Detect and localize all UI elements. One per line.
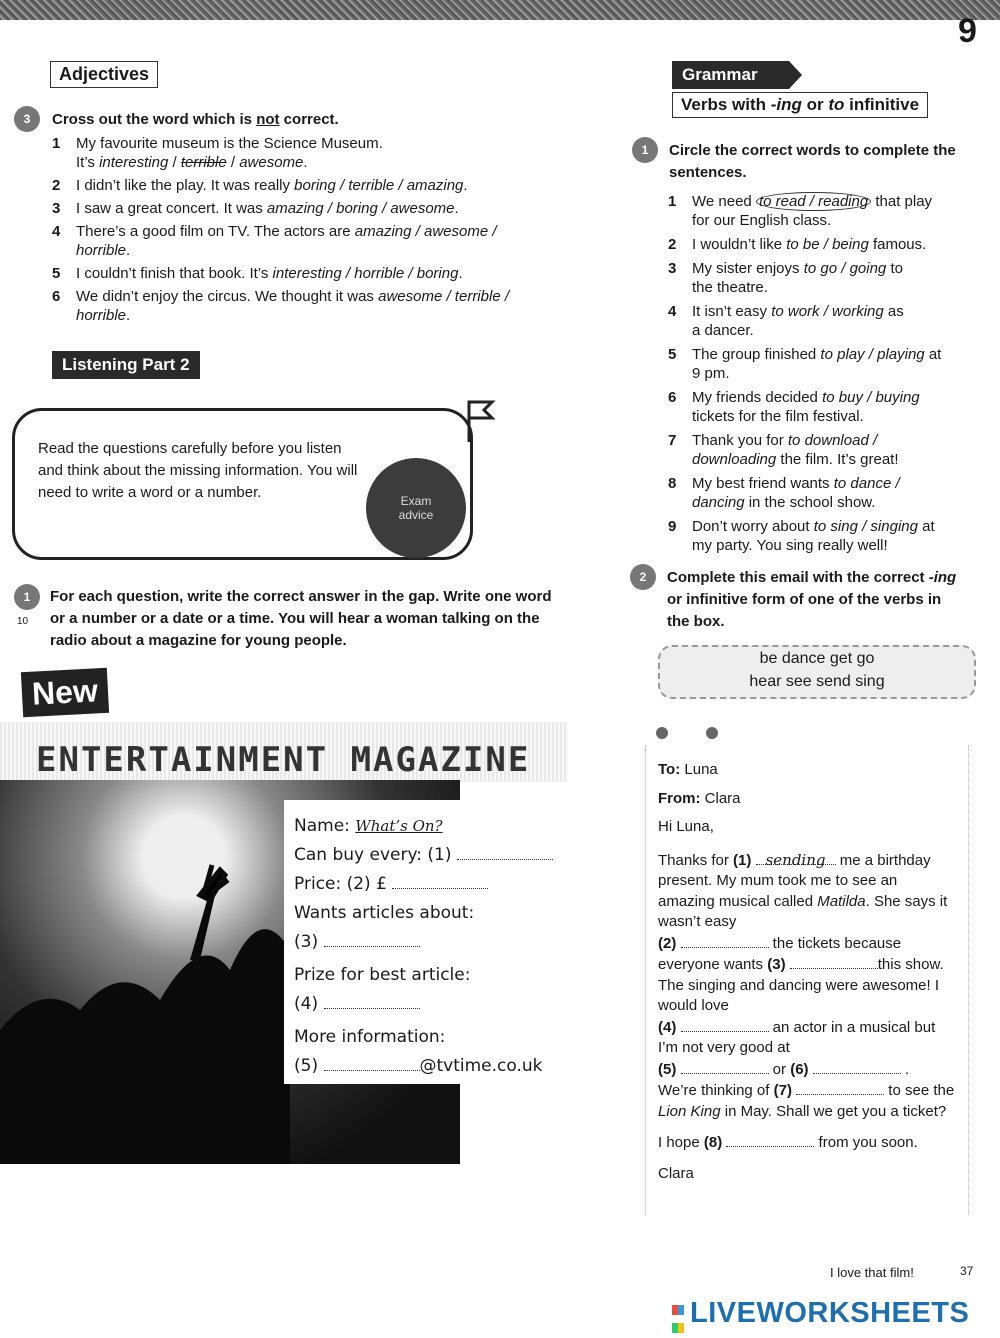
q3-row: (3) [294,928,558,957]
list-item: 8 My best friend wants to dance / dancing in the school show. [668,475,900,511]
window-dot-icon [706,727,718,739]
word-options[interactable]: awesome / terrible / [378,288,509,305]
name-answer: What’s On? [355,817,443,835]
advice-label: advice [398,508,434,522]
answer-2-field[interactable] [392,874,488,889]
exam-advice-text: Read the questions carefully before you listen and think about the missing information. You will need to write a word or a number. [38,440,358,501]
word-options[interactable]: interesting / horrible / boring [272,265,459,282]
unit-number: 9 [958,12,977,50]
word-options[interactable]: to be / being [786,236,869,253]
list-item: 3 I saw a great concert. It was amazing / boring / awesome. [52,200,459,217]
list-item: 2 I wouldn’t like to be / being famous. [668,236,927,253]
list-item: 6 My friends decided to buy / buying tickets for the film festival. [668,389,920,425]
q4-row: (4) [294,990,558,1019]
price-row: Price: (2) £ [294,870,558,899]
answer-8-field[interactable] [726,1132,814,1147]
answer-4-field[interactable] [324,994,420,1009]
word-options[interactable]: to download / [787,432,878,449]
exercise-number-badge: 3 [14,106,40,132]
adjectives-list [52,134,552,325]
list-item: 6 We didn’t enjoy the circus. We thought it was awesome / terrible / horrible. [52,288,509,324]
adjectives-instruction: Cross out the word which is not correct. [52,111,339,128]
flag-icon [466,398,496,444]
exercise-number-badge: 2 [630,564,656,590]
answer-6-field[interactable] [813,1059,901,1074]
adjectives-title: Adjectives [50,61,158,88]
list-item: 1 We need to read / reading that play for our English class. [668,193,933,229]
answer-3-field[interactable] [324,932,420,947]
email-greeting: Hi Luna, [658,818,714,835]
q5-row: (5) @tvtime.co.uk [294,1056,543,1076]
exam-label: Exam [400,494,432,508]
grammar-ex1-instruction: Circle the correct words to complete the sentences. [669,142,956,181]
list-item: 4 It isn’t easy to work / working as a dancer. [668,303,904,339]
answer-1-field[interactable]: sending [756,850,836,865]
grammar-ex2-instruction: Complete this email with the correct -ing or infinitive form of one of the verbs in the box. [667,569,957,630]
name-row: Name: What’s On? [294,816,443,836]
list-item: 7 Thank you for to download / downloading the film. It’s great! [668,432,899,468]
page-number: 37 [960,1264,974,1278]
email-frame-left [645,745,647,1215]
answer-1-field[interactable] [457,845,553,860]
footer-chapter-title: I love that film! [830,1265,914,1280]
word-options[interactable]: boring / terrible / amazing [294,177,464,194]
word-options[interactable]: to buy / buying [822,389,920,406]
answer-3-field[interactable] [790,954,878,969]
word-box [658,645,976,699]
listening-instruction: For each question, write the correct answer in the gap. Write one word or a number or a date or a time. You will hear a woman talking on the radio about a magazine for young people. [50,588,552,649]
list-item: 2 I didn’t like the play. It was really boring / terrible / amazing. [52,177,468,194]
audio-track-number[interactable]: 10 [17,616,29,627]
answer-5-field[interactable] [681,1059,769,1074]
word-options[interactable]: to go / going [803,260,887,277]
listening-title: Listening Part 2 [52,351,200,379]
liveworksheets-brand[interactable]: LIVEWORKSHEETS [690,1297,970,1329]
word-options[interactable]: to work / working [771,303,884,320]
answer-5-field[interactable] [324,1056,420,1071]
list-item: 4 There’s a good film on TV. The actors are amazing / awesome / horrible. [52,223,497,259]
word-options[interactable]: to dance / [833,475,900,492]
email-closing: I hope (8) from you soon. [658,1134,918,1151]
list-item: 5 I couldn’t finish that book. It’s interesting / horrible / boring. [52,265,463,282]
crossed-out-word[interactable]: terrible [180,154,227,171]
word-options[interactable]: to sing / singing [813,518,918,535]
top-texture-strip [0,0,1000,20]
word-options[interactable]: to play / playing [820,346,925,363]
list-item: 5 The group finished to play / playing at 9 pm. [668,346,942,382]
liveworksheets-logo-icon [672,1302,686,1324]
list-item: 9 Don’t worry about to sing / singing at my party. You sing really well! [668,518,935,554]
answer-7-field[interactable] [796,1080,884,1095]
answer-4-field[interactable] [681,1017,769,1032]
word-box-row-2: hear see send sing [749,673,885,690]
grammar-subtitle: Verbs with -ing or to infinitive [672,92,928,118]
word-options[interactable]: amazing / boring / awesome [266,200,455,217]
email-from: From: Clara [658,789,741,807]
email-to: To: Luna [658,761,718,778]
word-options[interactable]: amazing / awesome / [354,223,497,240]
circled-option[interactable]: to read / reading [756,192,871,211]
list-item: 3 My sister enjoys to go / going to the theatre. [668,260,903,296]
exercise-number-badge: 1 [632,137,658,163]
grammar-list [668,192,978,555]
email-signature: Clara [658,1164,694,1182]
more-info-row: More information: [294,1027,446,1047]
email-paragraph: Thanks for (1) sending me a birthday present. My mum took me to see an amazing musical called Matilda. She says it wasn’t easy (2) the tickets because everyone wants (3) this show. The singing and dancing were awesome! I would love (4) an actor in a musical but I’m not very good at (5) or (6) . We’re thinking of (7) to see the Lion King in May. Shall we get you a ticket? [658,850,955,1120]
email-body [658,760,958,1184]
email-frame-right [968,745,970,1215]
list-item: 1 My favourite museum is the Science Museum. It’s interesting / terrible / awesome. [52,135,383,171]
exam-advice-badge [366,458,466,558]
word-box-row-1: be dance get go [759,650,875,667]
magazine-title: ENTERTAINMENT MAGAZINE [36,740,531,780]
answer-2-field[interactable] [681,933,769,948]
window-dot-icon [656,727,668,739]
articles-row: Wants articles about: [294,903,475,923]
magazine-form-card [284,800,568,1084]
magazine-new-label: New [21,668,109,717]
grammar-banner: Grammar [682,65,758,84]
prize-row: Prize for best article: [294,965,471,985]
buy-row: Can buy every: (1) [294,841,558,870]
exercise-number-badge: 1 [14,584,40,610]
